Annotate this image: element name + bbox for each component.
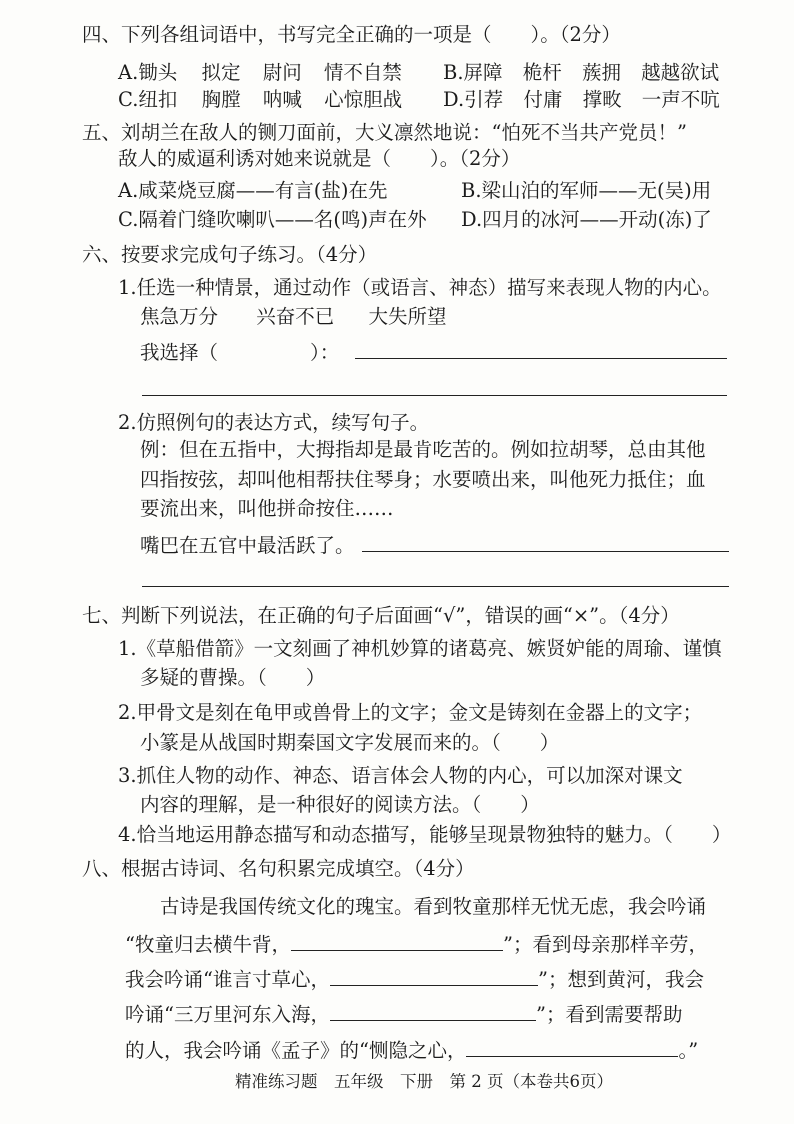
q4-c-w4: 心惊胆战 (324, 88, 403, 111)
q6-item2: 2.仿照例句的表达方式，续写句子。 (118, 411, 430, 434)
q6-prompt: 嘴巴在五官中最活跃了。 (140, 534, 355, 557)
q4-c-w3: 呐喊 (262, 88, 302, 111)
q4-d-w3: 撑畋 (582, 88, 622, 111)
q8-p3-text-b: ”；想到黄河，我会 (537, 968, 704, 991)
q8-p5-text-b: 。” (678, 1039, 699, 1062)
q6-item1: 1.任选一种情景，通过动作（或语言、神态）描写来表现人物的内心。 (118, 276, 722, 299)
q8-blank-3[interactable] (330, 1000, 536, 1021)
q7-s2-line1: 2.甲骨文是刻在龟甲或兽骨上的文字；金文是铸刻在金器上的文字； (118, 701, 703, 724)
q8-paragraph-line4 (125, 1000, 682, 1028)
q7-stem: 七、判断下列说法，在正确的句子后面画“√”，错误的画“×”。（4分） (82, 604, 680, 627)
q6-answer-line-1[interactable] (355, 358, 727, 359)
q6-choice-1: 焦急万分 (140, 305, 219, 328)
q4-d-w4: 一声不吭 (641, 88, 720, 111)
q8-p2-text-b: ”；看到母亲那样辛劳， (502, 933, 708, 956)
q6-example-line1: 例：但在五指中，大拇指却是最肯吃苦的。例如拉胡琴，总由其他 (140, 438, 706, 461)
q8-p4-text-a: 吟诵“三万里河东入海， (125, 1003, 330, 1026)
q7-s3-line2: 内容的理解，是一种很好的阅读方法。（ ） (140, 793, 540, 816)
q6-choice-3: 大失所望 (368, 305, 447, 328)
q8-p5-text-a: 的人，我会吟诵《孟子》的“恻隐之心， (125, 1039, 467, 1062)
q4-c-w1: C.纽扣 (118, 88, 178, 111)
q7-s3-line1: 3.抓住人物的动作、神态、语言体会人物的内心，可以加深对课文 (118, 764, 683, 787)
q4-option-b (443, 60, 719, 86)
q4-b-w4: 越越欲试 (641, 61, 720, 84)
q4-a-w1: A.锄头 (118, 61, 178, 84)
q8-p3-text-a: 我会吟诵“谁言寸草心， (125, 968, 330, 991)
q8-p2-text-a: “牧童归去横牛背， (125, 933, 291, 956)
q6-example-line2: 四指按弦，却叫他相帮扶住琴身；水要喷出来，叫他死力抵住；血 (140, 468, 706, 491)
q6-choose-prefix: 我选择（ (140, 341, 219, 364)
q5-stem-line1: 五、刘胡兰在敌人的铡刀面前，大义凛然地说：“怕死不当共产党员！” (82, 121, 687, 144)
q5-option-a: A.咸菜烧豆腐——有言(盐)在先 (118, 179, 388, 202)
q8-paragraph-line5 (125, 1036, 698, 1064)
q5-option-d: D.四月的冰河——开动(冻)了 (461, 208, 712, 231)
q6-example-line3: 要流出来，叫他拼命按住…… (140, 497, 394, 520)
q6-choice-2: 兴奋不已 (256, 305, 335, 328)
q6-choose-line (140, 340, 339, 366)
q8-stem: 八、根据古诗词、名句积累完成填空。（4分） (82, 857, 475, 880)
q4-b-w3: 蔟拥 (581, 61, 621, 84)
q8-paragraph-line3 (125, 965, 704, 993)
q6-answer-line-2[interactable] (142, 395, 727, 396)
q8-paragraph-line1: 古诗是我国传统文化的瑰宝。看到牧童那样无忧无虑，我会吟诵 (160, 895, 707, 918)
q5-stem-line2: 敌人的威逼利诱对她来说就是（ ）。（2分） (118, 147, 521, 170)
q8-paragraph-line2 (125, 930, 708, 958)
q6-choose-suffix: ）： (310, 341, 340, 364)
q7-s4: 4.恰当地运用静态描写和动态描写，能够呈现景物独特的魅力。（ ） (118, 823, 732, 846)
q5-option-c: C.隔着门缝吹喇叭——名(鸣)声在外 (118, 208, 427, 231)
q5-option-b: B.梁山泊的军师——无(吴)用 (461, 179, 712, 202)
q7-s1-line1: 1.《草船借箭》一文刻画了神机妙算的诸葛亮、嫉贤妒能的周瑜、谨慎 (118, 637, 722, 660)
q4-option-d (443, 87, 720, 113)
q6-choice-list (140, 304, 446, 330)
q4-b-w1: B.屏障 (443, 61, 503, 84)
q7-s1-line2: 多疑的曹操。（ ） (140, 666, 326, 689)
q8-blank-4[interactable] (466, 1036, 678, 1057)
q4-stem: 四、下列各组词语中，书写完全正确的一项是（ ）。（2分） (82, 23, 621, 46)
q4-c-w2: 胸膛 (201, 88, 241, 111)
q4-d-w2: 付庸 (523, 88, 563, 111)
q8-blank-2[interactable] (330, 965, 538, 986)
q6-answer-line-4[interactable] (142, 586, 729, 587)
q4-option-a (118, 60, 402, 86)
q6-stem: 六、按要求完成句子练习。（4分） (82, 243, 378, 266)
q4-a-w2: 拟定 (201, 61, 241, 84)
q7-s2-line2: 小篆是从战国时期秦国文字发展而来的。（ ） (140, 731, 560, 754)
q8-p4-text-b: ”；看到需要帮助 (535, 1003, 683, 1026)
q8-blank-1[interactable] (291, 930, 503, 951)
q4-option-c (118, 87, 402, 113)
q4-a-w3: 尉问 (262, 61, 302, 84)
q4-a-w4: 情不自禁 (323, 61, 402, 84)
q6-answer-line-3[interactable] (362, 551, 729, 552)
q4-b-w2: 桅杆 (522, 61, 562, 84)
page-footer: 精准练习题 五年级 下册 第 2 页（本卷共6页） (235, 1072, 613, 1091)
q4-d-w1: D.引荐 (443, 88, 504, 111)
